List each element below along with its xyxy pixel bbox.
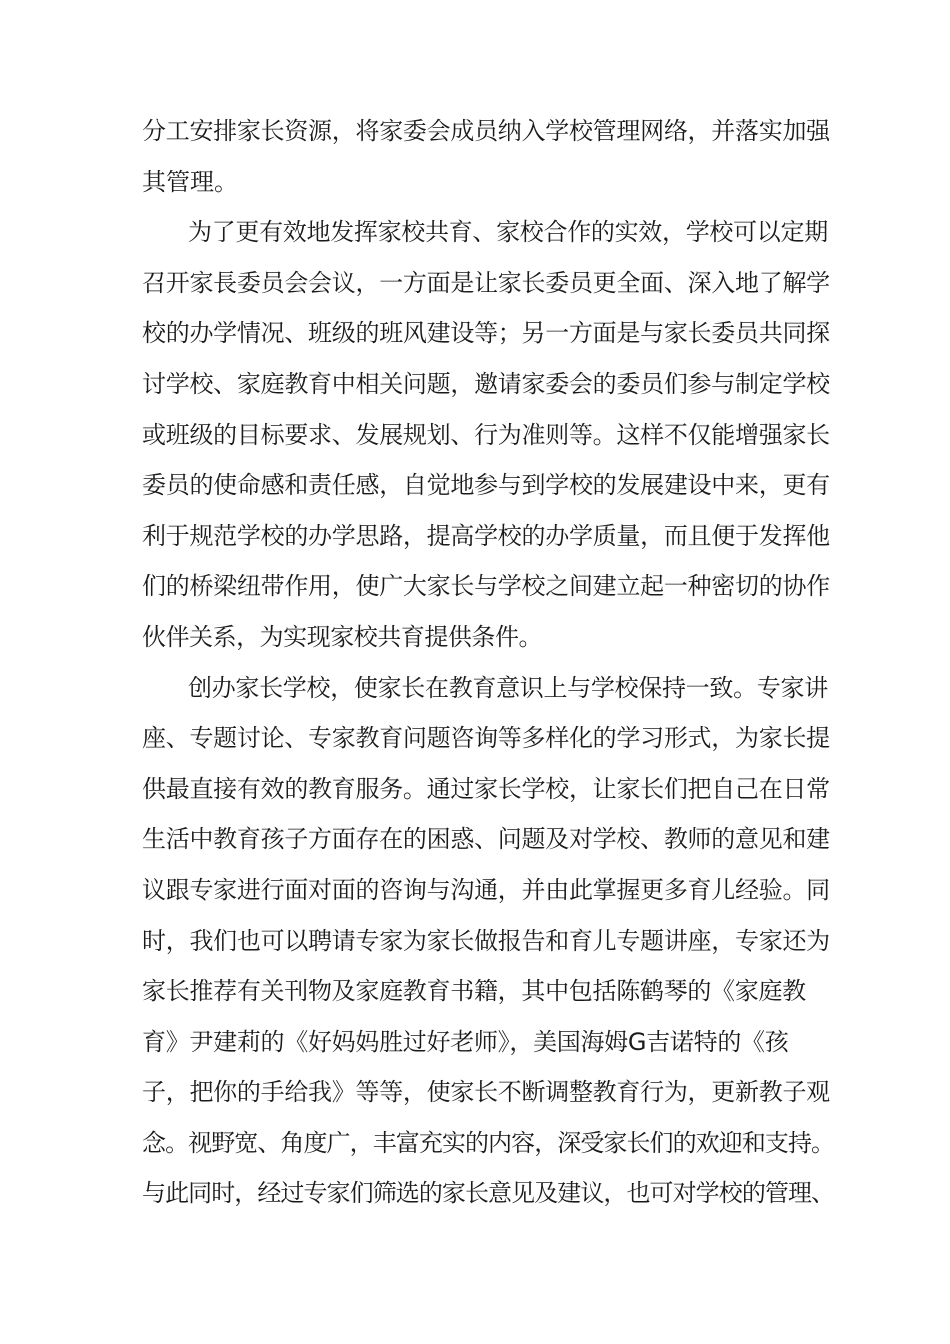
text-line: 伙伴关系，为实现家校共育提供条件。 xyxy=(142,622,543,651)
text-line: 讨学校、家庭教育中相关问题，邀请家委会的委员们参与制定学校 xyxy=(142,369,830,398)
body-text xyxy=(142,106,842,1219)
text-line: 与此同时，经过专家们筛选的家长意见及建议，也可对学校的管理、 xyxy=(142,1179,835,1208)
text-line: 委员的使命感和责任感，自觉地参与到学校的发展建设中来，更有 xyxy=(142,471,830,500)
text-line: 召开家長委员会会议，一方面是让家长委员更全面、深入地了解学 xyxy=(142,268,830,297)
text-line: 利于规范学校的办学思路，提高学校的办学质量，而且便于发挥他 xyxy=(142,521,830,550)
text-line: 座、专题讨论、专家教育问题咨询等多样化的学习形式，为家长提 xyxy=(142,724,830,753)
text-line: 其管理。 xyxy=(142,167,238,196)
text-line: 子，把你的手给我》等等，使家长不断调整教育行为，更新教子观 xyxy=(142,1078,830,1107)
text-line: 分工安排家长资源，将家委会成员纳入学校管理网络，并落实加强 xyxy=(142,117,830,145)
text-line: 家长推荐有关刊物及家庭教育书籍，其中包括陈鹤琴的《家庭教 xyxy=(142,977,806,1006)
text-line: 生活中教育孩子方面存在的困惑、问题及对学校、教师的意见和建 xyxy=(142,825,830,854)
text-line: 或班级的目标要求、发展规划、行为准则等。这样不仅能增强家长 xyxy=(142,420,830,449)
text-line: 为了更有效地发挥家校共育、家校合作的实效，学校可以定期 xyxy=(188,218,828,247)
text-line: 们的桥梁纽带作用，使广大家长与学校之间建立起一种密切的协作 xyxy=(142,572,830,601)
text-line: 念。视野宽、角度广，丰富充实的内容，深受家长们的欢迎和支持。 xyxy=(142,1128,835,1157)
text-line: 校的办学情况、班级的班风建设等；另一方面是与家长委员共同探 xyxy=(142,319,830,348)
text-line: 时，我们也可以聘请专家为家长做报告和育儿专题讲座，专家还为 xyxy=(142,926,830,955)
text-line: 供最直接有效的教育服务。通过家长学校，让家长们把自己在日常 xyxy=(142,774,830,803)
text-line: 创办家长学校，使家长在教育意识上与学校保持一致。专家讲 xyxy=(188,673,828,702)
text-line: 育》尹建莉的《好妈妈胜过好老师》，美国海姆G吉诺特的《孩 xyxy=(142,1027,789,1056)
text-line: 议跟专家进行面对面的咨询与沟通，并由此掌握更多育儿经验。同 xyxy=(142,875,830,904)
